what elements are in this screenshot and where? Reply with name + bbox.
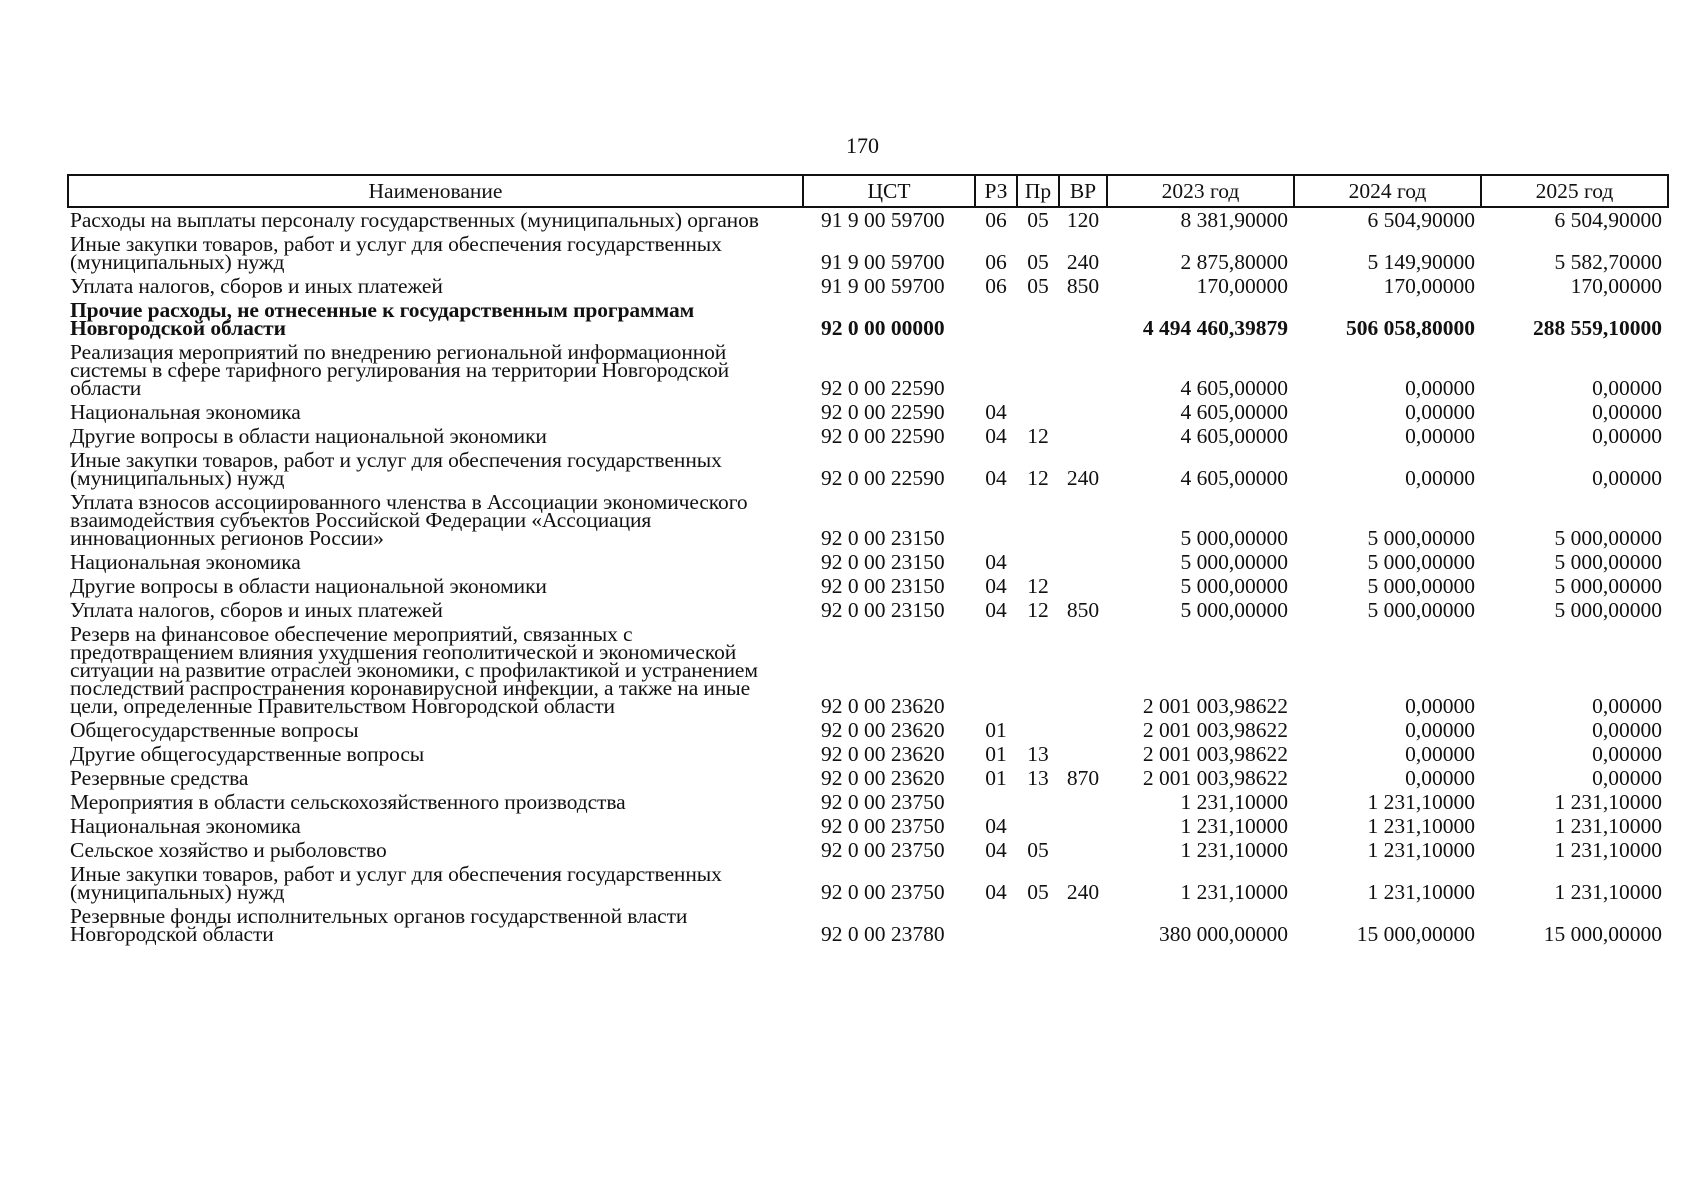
cell-2023: 5 000,00000 (1180, 550, 1288, 574)
cell-2024: 170,00000 (1383, 274, 1475, 298)
cell-name: Резерв на финансовое обеспечение мероприятий, связанных с предотвращением влияния ухудшения геополитической и экономической ситуации на развитие отраслей экономики, с профилактикой и устранением последствий распространения коронавирусной инфекции, а также на иные цели, определенные Правительством Новгородской области (70, 622, 758, 718)
header-name: Наименование (68, 175, 803, 207)
cell-2025: 15 000,00000 (1543, 922, 1662, 946)
cell-vr: 240 (1066, 466, 1100, 490)
table-row (68, 742, 1668, 766)
cell-cst: 92 0 00 23620 (821, 742, 945, 766)
table-header (68, 175, 1668, 207)
cell-2024: 6 504,90000 (1367, 208, 1475, 232)
cell-rz: 04 (985, 400, 1007, 424)
cell-name: Уплата налогов, сборов и иных платежей (70, 274, 443, 298)
cell-vr (1059, 718, 1107, 742)
cell-cst: 91 9 00 59700 (821, 274, 945, 298)
table-body (68, 207, 1668, 946)
header-cst: ЦСТ (803, 175, 975, 207)
page-number: 170 (846, 133, 879, 158)
table-row (68, 232, 1668, 274)
cell-vr (1059, 574, 1107, 598)
cell-2025: 0,00000 (1592, 400, 1662, 424)
cell-2025: 1 231,10000 (1554, 880, 1662, 904)
cell-2025: 288 559,10000 (1533, 316, 1662, 340)
cell-vr (1059, 490, 1107, 550)
cell-2024: 0,00000 (1405, 376, 1475, 400)
cell-vr (1059, 814, 1107, 838)
cell-2023: 2 875,80000 (1180, 250, 1288, 274)
cell-name: Общегосударственные вопросы (70, 718, 359, 742)
cell-2024: 1 231,10000 (1367, 838, 1475, 862)
cell-name: Иные закупки товаров, работ и услуг для обеспечения государственных (муниципальных) нужд (70, 448, 722, 490)
cell-2023: 5 000,00000 (1180, 526, 1288, 550)
cell-2025: 6 504,90000 (1554, 208, 1662, 232)
table-row (68, 622, 1668, 718)
cell-2025: 0,00000 (1592, 742, 1662, 766)
cell-cst: 92 0 00 23150 (821, 574, 945, 598)
cell-name: Иные закупки товаров, работ и услуг для обеспечения государственных (муниципальных) нужд (70, 862, 722, 904)
cell-rz: 06 (985, 250, 1007, 274)
cell-rz: 01 (985, 742, 1007, 766)
cell-vr (1059, 622, 1107, 718)
cell-name: Мероприятия в области сельскохозяйственного производства (70, 790, 626, 814)
cell-vr (1059, 550, 1107, 574)
cell-name: Сельское хозяйство и рыболовство (70, 838, 387, 862)
cell-2023: 170,00000 (1196, 274, 1288, 298)
cell-pr (1017, 904, 1059, 946)
cell-2023: 2 001 003,98622 (1142, 718, 1288, 742)
cell-2025: 0,00000 (1592, 694, 1662, 718)
cell-pr: 13 (1027, 766, 1049, 790)
cell-vr: 850 (1066, 274, 1100, 298)
cell-2023: 4 605,00000 (1180, 466, 1288, 490)
cell-2023: 5 000,00000 (1180, 574, 1288, 598)
cell-2025: 1 231,10000 (1554, 814, 1662, 838)
header-rz: РЗ (975, 175, 1017, 207)
cell-2025: 1 231,10000 (1554, 790, 1662, 814)
cell-2025: 5 000,00000 (1554, 574, 1662, 598)
cell-cst: 92 0 00 23750 (821, 790, 945, 814)
cell-pr: 05 (1027, 250, 1049, 274)
cell-rz (975, 790, 1017, 814)
cell-pr (1017, 340, 1059, 400)
cell-name: Уплата взносов ассоциированного членства в Ассоциации экономического взаимодействия субъектов Российской Федерации «Ассоциация инновационных регионов России» (70, 490, 748, 550)
cell-pr: 12 (1027, 466, 1049, 490)
cell-name: Другие общегосударственные вопросы (70, 742, 425, 766)
cell-cst: 92 0 00 23750 (821, 838, 945, 862)
cell-2023: 4 605,00000 (1180, 400, 1288, 424)
cell-rz: 01 (985, 766, 1007, 790)
cell-name: Иные закупки товаров, работ и услуг для обеспечения государственных (муниципальных) нужд (70, 232, 722, 274)
cell-rz (975, 904, 1017, 946)
cell-vr (1059, 400, 1107, 424)
cell-2024: 1 231,10000 (1367, 880, 1475, 904)
cell-2024: 506 058,80000 (1346, 316, 1475, 340)
cell-cst: 92 0 00 22590 (821, 424, 945, 448)
cell-2023: 1 231,10000 (1180, 880, 1288, 904)
cell-pr: 05 (1027, 208, 1049, 232)
cell-cst: 92 0 00 22590 (821, 400, 945, 424)
header-2023: 2023 год (1107, 175, 1294, 207)
cell-2025: 0,00000 (1592, 376, 1662, 400)
cell-pr: 12 (1027, 574, 1049, 598)
cell-2023: 4 605,00000 (1180, 424, 1288, 448)
cell-rz: 04 (985, 838, 1007, 862)
cell-2025: 0,00000 (1592, 766, 1662, 790)
cell-vr: 240 (1066, 880, 1100, 904)
cell-cst: 92 0 00 23780 (821, 922, 945, 946)
cell-2023: 1 231,10000 (1180, 790, 1288, 814)
cell-2024: 5 149,90000 (1367, 250, 1475, 274)
cell-2024: 0,00000 (1405, 718, 1475, 742)
cell-2023: 1 231,10000 (1180, 814, 1288, 838)
cell-2025: 1 231,10000 (1554, 838, 1662, 862)
cell-pr: 05 (1027, 880, 1049, 904)
cell-vr: 870 (1066, 766, 1100, 790)
header-vr: ВР (1059, 175, 1107, 207)
cell-rz (975, 298, 1017, 340)
cell-pr: 12 (1027, 598, 1049, 622)
cell-2023: 8 381,90000 (1180, 208, 1288, 232)
cell-vr (1059, 424, 1107, 448)
cell-vr: 120 (1066, 208, 1100, 232)
cell-2023: 5 000,00000 (1180, 598, 1288, 622)
cell-cst: 91 9 00 59700 (821, 208, 945, 232)
cell-rz (975, 490, 1017, 550)
cell-2024: 0,00000 (1405, 400, 1475, 424)
table-row (68, 490, 1668, 550)
cell-cst: 92 0 00 23150 (821, 550, 945, 574)
header-pr: Пр (1017, 175, 1059, 207)
cell-vr (1059, 790, 1107, 814)
budget-table (67, 174, 1669, 946)
cell-cst: 92 0 00 23620 (821, 718, 945, 742)
cell-cst: 91 9 00 59700 (821, 250, 945, 274)
cell-2024: 5 000,00000 (1367, 598, 1475, 622)
table-row (68, 790, 1668, 814)
cell-2024: 0,00000 (1405, 742, 1475, 766)
table-row (68, 424, 1668, 448)
cell-cst: 92 0 00 22590 (821, 376, 945, 400)
cell-rz: 04 (985, 574, 1007, 598)
table-row (68, 448, 1668, 490)
cell-vr (1059, 904, 1107, 946)
cell-name: Уплата налогов, сборов и иных платежей (70, 598, 443, 622)
cell-2024: 5 000,00000 (1367, 526, 1475, 550)
cell-2023: 2 001 003,98622 (1142, 742, 1288, 766)
table-row (68, 766, 1668, 790)
cell-rz: 04 (985, 880, 1007, 904)
cell-vr (1059, 838, 1107, 862)
cell-pr: 05 (1027, 838, 1049, 862)
cell-vr: 850 (1066, 598, 1100, 622)
cell-2025: 0,00000 (1592, 466, 1662, 490)
cell-2023: 1 231,10000 (1180, 838, 1288, 862)
cell-2024: 5 000,00000 (1367, 574, 1475, 598)
cell-pr (1017, 718, 1059, 742)
cell-name: Резервные фонды исполнительных органов государственной власти Новгородской области (70, 904, 688, 946)
cell-name: Резервные средства (70, 766, 249, 790)
cell-rz: 04 (985, 814, 1007, 838)
table-row (68, 718, 1668, 742)
cell-cst: 92 0 00 23620 (821, 694, 945, 718)
cell-2024: 1 231,10000 (1367, 790, 1475, 814)
table-row (68, 838, 1668, 862)
header-row (68, 175, 1668, 207)
cell-cst: 92 0 00 22590 (821, 466, 945, 490)
cell-name: Национальная экономика (70, 814, 301, 838)
table-row (68, 814, 1668, 838)
cell-2025: 0,00000 (1592, 718, 1662, 742)
cell-rz: 01 (985, 718, 1007, 742)
cell-name: Национальная экономика (70, 550, 301, 574)
cell-pr (1017, 622, 1059, 718)
table-row (68, 904, 1668, 946)
cell-pr (1017, 400, 1059, 424)
cell-2023: 2 001 003,98622 (1142, 694, 1288, 718)
table-row (68, 340, 1668, 400)
cell-cst: 92 0 00 23150 (821, 598, 945, 622)
cell-cst: 92 0 00 23620 (821, 766, 945, 790)
cell-2025: 5 000,00000 (1554, 550, 1662, 574)
cell-pr (1017, 814, 1059, 838)
cell-2024: 5 000,00000 (1367, 550, 1475, 574)
table-row (68, 400, 1668, 424)
cell-rz (975, 340, 1017, 400)
cell-name: Реализация мероприятий по внедрению региональной информационной системы в сфере тарифного регулирования на территории Новгородской области (70, 340, 730, 400)
cell-pr (1017, 790, 1059, 814)
header-2024: 2024 год (1294, 175, 1481, 207)
cell-cst: 92 0 00 23750 (821, 880, 945, 904)
cell-name: Расходы на выплаты персоналу государственных (муниципальных) органов (70, 208, 759, 232)
cell-name: Другие вопросы в области национальной экономики (70, 424, 547, 448)
cell-name: Прочие расходы, не отнесенные к государственным программам Новгородской области (70, 298, 695, 340)
cell-2024: 0,00000 (1405, 424, 1475, 448)
header-2025: 2025 год (1481, 175, 1668, 207)
cell-2024: 15 000,00000 (1356, 922, 1475, 946)
cell-rz: 06 (985, 274, 1007, 298)
cell-2023: 380 000,00000 (1159, 922, 1288, 946)
cell-2025: 0,00000 (1592, 424, 1662, 448)
cell-vr (1059, 742, 1107, 766)
cell-vr (1059, 298, 1107, 340)
table-row (68, 298, 1668, 340)
table-row (68, 274, 1668, 298)
cell-vr (1059, 340, 1107, 400)
cell-pr: 05 (1027, 274, 1049, 298)
cell-2025: 5 000,00000 (1554, 526, 1662, 550)
table-row (68, 550, 1668, 574)
cell-vr: 240 (1066, 250, 1100, 274)
cell-2023: 2 001 003,98622 (1142, 766, 1288, 790)
cell-2023: 4 605,00000 (1180, 376, 1288, 400)
cell-rz: 04 (985, 550, 1007, 574)
cell-2024: 0,00000 (1405, 466, 1475, 490)
table-row (68, 598, 1668, 622)
cell-rz (975, 622, 1017, 718)
cell-name: Национальная экономика (70, 400, 301, 424)
cell-2023: 4 494 460,39879 (1142, 316, 1288, 340)
cell-name: Другие вопросы в области национальной экономики (70, 574, 547, 598)
table-row (68, 207, 1668, 232)
cell-pr: 12 (1027, 424, 1049, 448)
cell-cst: 92 0 00 23150 (821, 526, 945, 550)
cell-cst: 92 0 00 00000 (821, 316, 945, 340)
cell-pr (1017, 490, 1059, 550)
cell-pr (1017, 550, 1059, 574)
cell-pr (1017, 298, 1059, 340)
cell-rz: 06 (985, 208, 1007, 232)
cell-2024: 1 231,10000 (1367, 814, 1475, 838)
cell-rz: 04 (985, 598, 1007, 622)
cell-cst: 92 0 00 23750 (821, 814, 945, 838)
cell-pr: 13 (1027, 742, 1049, 766)
cell-2024: 0,00000 (1405, 766, 1475, 790)
cell-2024: 0,00000 (1405, 694, 1475, 718)
cell-rz: 04 (985, 424, 1007, 448)
cell-2025: 170,00000 (1570, 274, 1662, 298)
cell-rz: 04 (985, 466, 1007, 490)
cell-2025: 5 000,00000 (1554, 598, 1662, 622)
table-row (68, 862, 1668, 904)
table-row (68, 574, 1668, 598)
cell-2025: 5 582,70000 (1554, 250, 1662, 274)
